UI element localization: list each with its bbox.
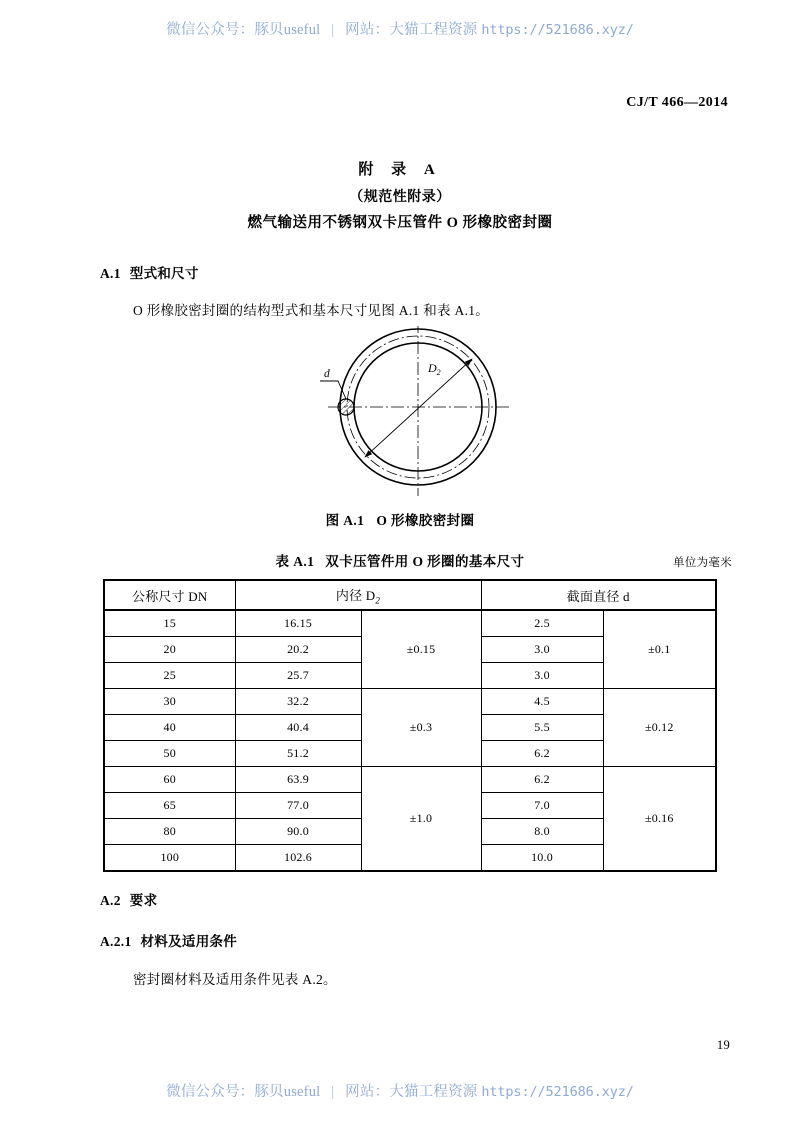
cell-section-diameter: 5.5 <box>481 715 603 741</box>
watermark-site-label: 网站：大猫工程资源 <box>345 1084 478 1100</box>
section-title-a21: 材料及适用条件 <box>140 934 238 949</box>
standard-number: CJ/T 466—2014 <box>626 95 728 110</box>
header-cell-dn: 公称尺寸 DN <box>104 580 235 610</box>
dimension-table <box>103 579 717 872</box>
table-row <box>104 767 716 793</box>
cell-inner-diameter: 90.0 <box>235 819 361 845</box>
cell-dn: 80 <box>104 819 235 845</box>
cell-section-diameter: 6.2 <box>481 741 603 767</box>
cell-section-diameter: 10.0 <box>481 845 603 872</box>
cell-dn: 60 <box>104 767 235 793</box>
section-heading-a21 <box>100 930 237 950</box>
watermark-site-label: 网站：大猫工程资源 <box>345 22 478 38</box>
watermark-wechat-label: 微信公众号：豚贝useful <box>166 22 321 38</box>
cross-section-diameter-label: d <box>324 368 330 380</box>
section-title-a1: 型式和尺寸 <box>129 266 199 281</box>
cell-section-diameter-tolerance: ±0.16 <box>603 767 716 872</box>
inner-diameter-label: $D_2$ <box>428 361 441 377</box>
oring-diagram <box>300 326 530 501</box>
cell-inner-diameter: 63.9 <box>235 767 361 793</box>
cell-dn: 100 <box>104 845 235 872</box>
header-cell-inner-diameter: 内径 $D_2$ <box>235 580 481 610</box>
figure-caption-number: 图 A.1 <box>325 513 365 528</box>
cross-section-circle <box>338 399 354 415</box>
cell-section-diameter: 3.0 <box>481 637 603 663</box>
cell-section-diameter: 3.0 <box>481 663 603 689</box>
watermark-url: https://521686.xyz/ <box>481 1084 634 1100</box>
figure-caption-title: O 形橡胶密封圈 <box>376 513 475 528</box>
cell-section-diameter: 7.0 <box>481 793 603 819</box>
watermark-wechat-label: 微信公众号：豚贝useful <box>166 1084 321 1100</box>
watermark-top <box>0 18 800 39</box>
table-unit-note: 单位为毫米 <box>673 557 732 569</box>
cell-section-diameter: 8.0 <box>481 819 603 845</box>
cell-inner-diameter-tolerance: ±0.15 <box>361 610 481 689</box>
table-caption-number: 表 A.1 <box>275 554 315 569</box>
annex-label: 附 录 A <box>358 162 442 178</box>
cell-inner-diameter: 16.15 <box>235 610 361 637</box>
cell-dn: 25 <box>104 663 235 689</box>
cell-dn: 65 <box>104 793 235 819</box>
annex-title: 燃气输送用不锈钢双卡压管件 O 形橡胶密封圈 <box>247 215 553 231</box>
section-heading-a1 <box>100 262 199 282</box>
cell-inner-diameter: 77.0 <box>235 793 361 819</box>
cell-dn: 20 <box>104 637 235 663</box>
page-number: 19 <box>716 1038 730 1052</box>
cell-inner-diameter: 51.2 <box>235 741 361 767</box>
section-number-a2: A.2 <box>100 893 121 908</box>
inner-diameter-dimension-arrow <box>365 359 472 457</box>
cell-section-diameter: 2.5 <box>481 610 603 637</box>
table-body <box>104 610 716 871</box>
cell-section-diameter-tolerance: ±0.12 <box>603 689 716 767</box>
cell-inner-diameter: 20.2 <box>235 637 361 663</box>
cell-inner-diameter: 40.4 <box>235 715 361 741</box>
cell-inner-diameter: 32.2 <box>235 689 361 715</box>
paragraph-a1: O 形橡胶密封圈的结构型式和基本尺寸见图 A.1 和表 A.1。 <box>133 303 490 318</box>
table-header-row <box>104 580 716 610</box>
cell-inner-diameter-tolerance: ±0.3 <box>361 689 481 767</box>
cell-section-diameter: 6.2 <box>481 767 603 793</box>
cell-dn: 15 <box>104 610 235 637</box>
cell-inner-diameter-tolerance: ±1.0 <box>361 767 481 872</box>
cell-section-diameter-tolerance: ±0.1 <box>603 610 716 689</box>
cell-inner-diameter: 25.7 <box>235 663 361 689</box>
section-number-a1: A.1 <box>100 266 121 281</box>
section-number-a21: A.2.1 <box>100 934 132 949</box>
watermark-bottom <box>0 1080 800 1101</box>
watermark-separator: | <box>331 1084 335 1100</box>
watermark-url: https://521686.xyz/ <box>481 22 634 38</box>
figure-caption <box>0 509 800 529</box>
cell-section-diameter: 4.5 <box>481 689 603 715</box>
paragraph-a21: 密封圈材料及适用条件见表 A.2。 <box>133 972 337 987</box>
watermark-separator: | <box>331 22 335 38</box>
d-leader-line <box>320 381 346 399</box>
table-caption-title: 双卡压管件用 O 形圈的基本尺寸 <box>325 554 525 569</box>
header-cell-section-diameter: 截面直径 d <box>481 580 716 610</box>
table-row <box>104 610 716 637</box>
cell-dn: 50 <box>104 741 235 767</box>
cell-dn: 40 <box>104 715 235 741</box>
table-row <box>104 689 716 715</box>
section-title-a2: 要求 <box>129 893 158 908</box>
section-heading-a2 <box>100 889 157 909</box>
annex-kind: （规范性附录） <box>349 190 451 205</box>
cell-dn: 30 <box>104 689 235 715</box>
cell-inner-diameter: 102.6 <box>235 845 361 872</box>
